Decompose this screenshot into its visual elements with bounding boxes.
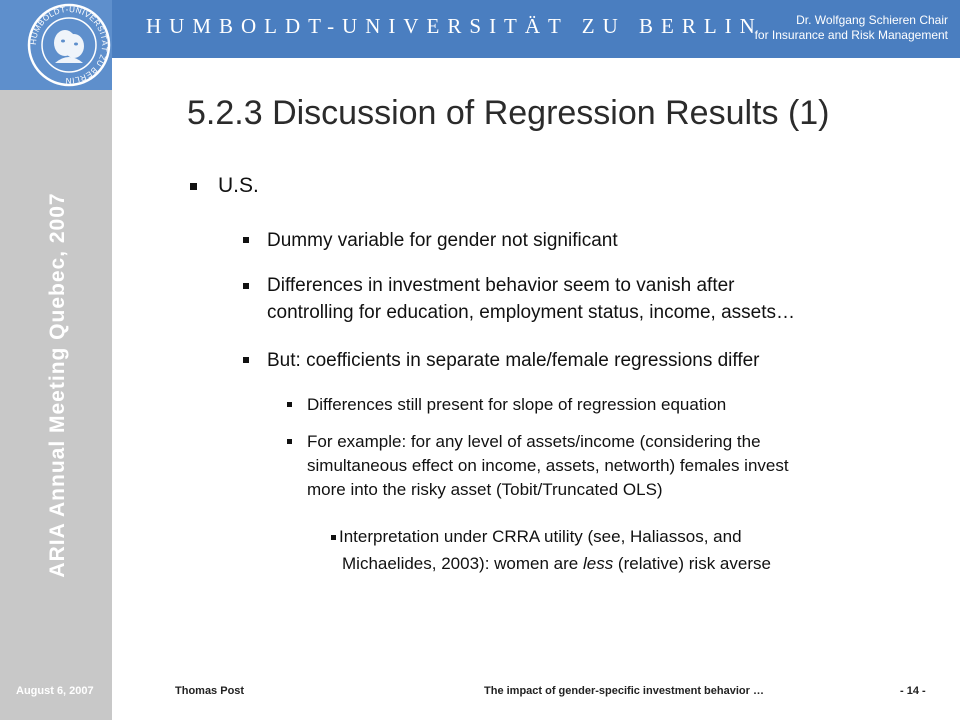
bullet-square-icon xyxy=(331,535,336,540)
chair-name-line-2: for Insurance and Risk Management xyxy=(754,28,948,42)
bullet-for-example xyxy=(307,430,789,502)
bullet-square-icon xyxy=(287,439,292,444)
slide-title: 5.2.3 Discussion of Regression Results (1) xyxy=(187,94,830,132)
svg-text:HUMBOLDT-UNIVERSITÄT ZU BERLIN: HUMBOLDT-UNIVERSITÄT ZU BERLIN xyxy=(28,4,110,86)
bullet-square-icon xyxy=(243,237,249,243)
bullet-square-icon xyxy=(243,357,249,363)
bullet-interpretation-line-2 xyxy=(342,550,771,577)
footer-date: August 6, 2007 xyxy=(16,685,94,697)
bullet-coefficients-differ: But: coefficients in separate male/female regressions differ xyxy=(267,350,760,371)
bullet-differences-line-1: Differences in investment behavior seem to vanish after xyxy=(267,275,735,296)
bullet-interpretation-line-1: Interpretation under CRRA utility (see, Haliassos, and xyxy=(339,527,742,546)
university-seal-logo xyxy=(27,3,111,87)
bullet-example-line-1: For example: for any level of assets/income (considering the xyxy=(307,432,761,451)
bullet-square-icon xyxy=(287,402,292,407)
bullet-square-icon xyxy=(190,183,197,190)
bullet-dummy-variable: Dummy variable for gender not significant xyxy=(267,230,618,251)
footer-page-number: - 14 - xyxy=(900,685,926,697)
conference-label: ARIA Annual Meeting Quebec, 2007 xyxy=(46,192,69,578)
bullet-square-icon xyxy=(243,283,249,289)
footer-talk-title: The impact of gender-specific investment behavior … xyxy=(484,685,764,697)
university-logo-box xyxy=(0,0,112,90)
bullet-differences-vanish xyxy=(267,272,795,326)
interpretation-text-a: Michaelides, 2003): women are xyxy=(342,554,583,573)
chair-name xyxy=(688,13,948,43)
bullet-example-line-2: simultaneous effect on income, assets, networth) females invest xyxy=(307,456,789,475)
bullet-us: U.S. xyxy=(218,174,259,197)
interpretation-text-c: (relative) risk averse xyxy=(613,554,771,573)
university-name: HUMBOLDT-UNIVERSITÄT ZU BERLIN xyxy=(146,14,763,38)
chair-name-line-1: Dr. Wolfgang Schieren Chair xyxy=(796,13,948,27)
bullet-differences-still-present: Differences still present for slope of regression equation xyxy=(307,395,727,414)
bullet-example-line-3: more into the risky asset (Tobit/Truncated OLS) xyxy=(307,480,663,499)
interpretation-emphasis: less xyxy=(582,554,614,573)
bullet-differences-line-2: controlling for education, employment status, income, assets… xyxy=(267,302,796,323)
footer-author: Thomas Post xyxy=(175,685,245,697)
bullet-interpretation xyxy=(339,523,771,577)
